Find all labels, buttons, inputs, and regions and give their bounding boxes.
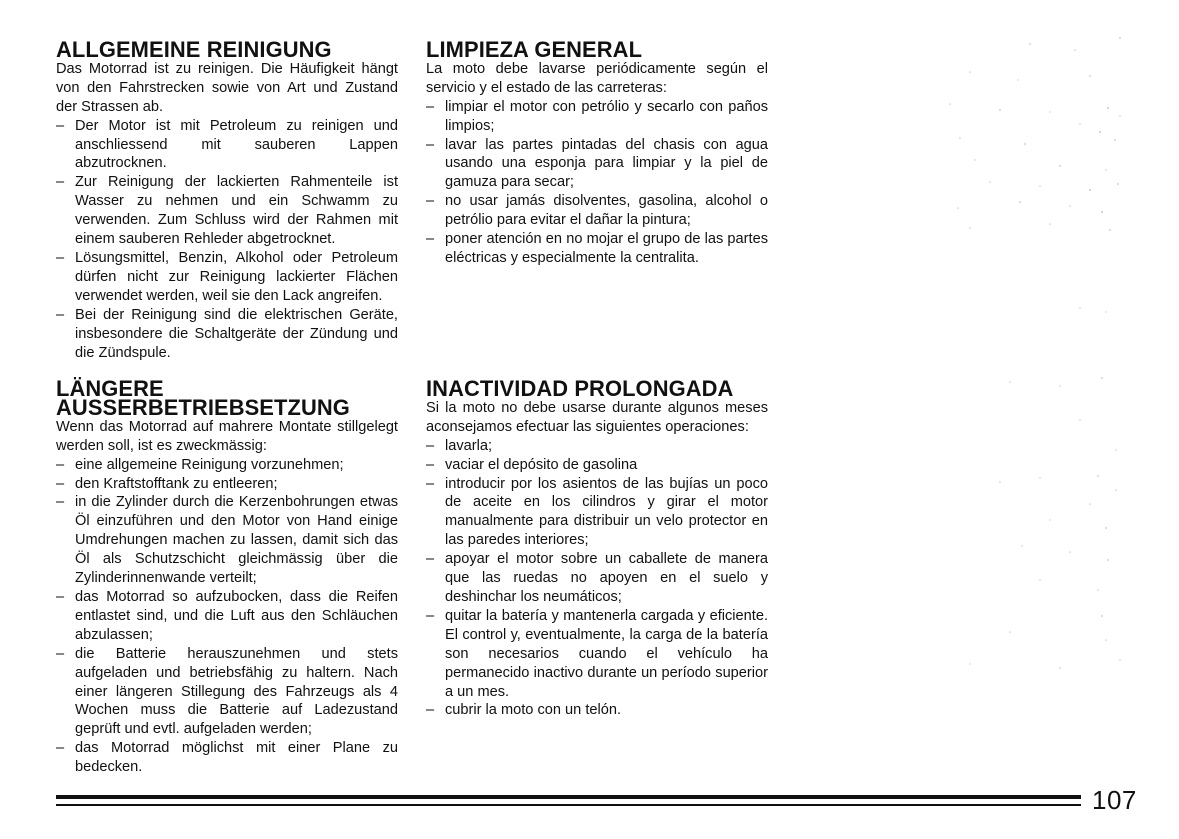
list-item <box>426 136 768 193</box>
list-item-text: das Motorrad möglichst mit einer Plane zu bedecken. <box>75 740 398 776</box>
dash-marker: – <box>426 98 435 115</box>
dash-marker: – <box>56 306 65 323</box>
dash-marker: – <box>56 249 65 266</box>
list-item-text: das Motorrad so aufzubocken, dass die Reifen entlastet sind, und die Luft aus den Schläuchen abzulassen; <box>75 588 398 643</box>
spanish-storage-heading: INACTIVIDAD PROLONGADA <box>426 376 734 401</box>
spanish-storage-section <box>426 376 768 720</box>
list-item-text: quitar la batería y mantenerla cargada y eficiente. El control y, eventualmente, la carga de la batería son necesarios cuando el vehículo ha permanecido inactivo durante un período superior a un mes. <box>445 607 768 700</box>
list-item-text: no usar jamás disolventes, gasolina, alcohol o petrólio para evitar el dañar la pintura; <box>445 193 768 229</box>
dash-marker: – <box>426 475 435 492</box>
list-item <box>426 475 768 551</box>
list-item-text: Zur Reinigung der lackierten Rahmenteile ist Wasser zu nehmen und ein Schwamm zu verwenden. Zum Schluss wird der Rahmen mit einem sauberen Rehleder abgetrocknet. <box>75 174 398 248</box>
list-item <box>426 550 768 607</box>
dash-marker: – <box>426 702 435 719</box>
dash-marker: – <box>56 117 65 134</box>
spanish-cleaning-intro: La moto debe lavarse periódicamente según el servicio y el estado de las carreteras: <box>426 60 768 96</box>
list-item-text: Bei der Reinigung sind die elektrischen Geräte, insbesondere die Schaltgeräte der Zündung und die Zündspule. <box>75 306 398 361</box>
list-item-text: limpiar el motor con petrólio y secarlo con paños limpios; <box>445 98 768 134</box>
dash-marker: – <box>56 588 65 605</box>
footer-rule-thin <box>56 804 1081 806</box>
list-item <box>56 173 398 249</box>
list-item <box>56 456 398 475</box>
dash-marker: – <box>56 645 65 662</box>
list-item <box>56 493 398 588</box>
spanish-storage-intro: Si la moto no debe usarse durante algunos meses aconsejamos efectuar las siguientes operaciones: <box>426 399 768 435</box>
dash-marker: – <box>56 456 65 473</box>
list-item <box>426 230 768 268</box>
spanish-storage-list <box>426 437 768 721</box>
dash-marker: – <box>426 231 435 248</box>
german-cleaning-intro: Das Motorrad ist zu reinigen. Die Häufigkeit hängt von den Fahrstrecken sowie von Art und Zustand der Strassen ab. <box>56 60 398 115</box>
list-item <box>426 607 768 702</box>
german-cleaning-heading: ALLGEMEINE REINIGUNG <box>56 37 332 62</box>
list-item <box>426 437 768 456</box>
dash-marker: – <box>426 136 435 153</box>
list-item-text: die Batterie herauszunehmen und stets aufgeladen und betriebsfähig zu haltern. Nach einer längeren Stillegung des Fahrzeugs als 4 Wochen muss die Batterie auf Ladezustand geprüft und evtl. aufgeladen werden; <box>75 645 398 738</box>
list-item-text: Der Motor ist mit Petroleum zu reinigen und anschliessend mit sauberen Lappen abzutrocknen. <box>75 117 398 172</box>
dash-marker: – <box>426 437 435 454</box>
german-storage-section <box>56 376 398 777</box>
german-storage-heading: LÄNGERE AUSSERBETRIEBSETZUNG <box>56 376 350 420</box>
list-item-text: Lösungsmittel, Benzin, Alkohol oder Petroleum dürfen nicht zur Reinigung lackierter Flächen verwendet werden, weil sie den Lack angreifen. <box>75 249 398 304</box>
dash-marker: – <box>56 475 65 492</box>
list-item <box>56 645 398 740</box>
dash-marker: – <box>56 174 65 191</box>
list-item <box>56 117 398 174</box>
dash-marker: – <box>426 456 435 473</box>
list-item-text: in die Zylinder durch die Kerzenbohrungen etwas Öl einzuführen und den Motor von Hand einige Umdrehungen machen zu lassen, damit sich das Öl als Schutzschicht gleichmässig über die Zylinderinnenwande verteilt; <box>75 494 398 587</box>
list-item-text: cubrir la moto con un telón. <box>445 702 622 719</box>
list-item <box>56 249 398 306</box>
spanish-cleaning-list <box>426 98 768 268</box>
spanish-cleaning-section <box>426 37 768 268</box>
dash-marker: – <box>426 193 435 210</box>
list-item-text: eine allgemeine Reinigung vorzunehmen; <box>75 456 344 473</box>
footer-rule-thick <box>56 795 1081 799</box>
page-number: 107 <box>1092 785 1137 815</box>
list-item-text: lavarla; <box>445 437 493 454</box>
german-storage-intro: Wenn das Motorrad auf mahrere Montate stillgelegt werden soll, ist es zweckmässig: <box>56 418 398 454</box>
list-item-text: introducir por los asientos de las bujías un poco de aceite en los cilindros y girar el motor manualmente para distribuir un velo protector en las paredes interiores; <box>445 475 768 549</box>
scan-speckle <box>930 20 1145 680</box>
list-item <box>426 98 768 136</box>
german-storage-list <box>56 456 398 777</box>
list-item-text: vaciar el depósito de gasolina <box>445 456 638 473</box>
german-cleaning-section <box>56 37 398 362</box>
list-item <box>56 739 398 777</box>
spanish-cleaning-heading: LIMPIEZA GENERAL <box>426 37 643 62</box>
list-item-text: apoyar el motor sobre un caballete de manera que las ruedas no apoyen en el suelo y deshinchar los neumáticos; <box>445 551 768 605</box>
dash-marker: – <box>426 551 435 568</box>
list-item-text: poner atención en no mojar el grupo de las partes eléctricas y especialmente la centralita. <box>445 231 768 266</box>
list-item <box>426 192 768 230</box>
dash-marker: – <box>56 494 65 511</box>
list-item-text: den Kraftstofftank zu entleeren; <box>75 475 278 492</box>
list-item <box>426 456 768 475</box>
dash-marker: – <box>56 740 65 757</box>
list-item <box>56 306 398 363</box>
list-item-text: lavar las partes pintadas del chasis con agua usando una esponja para limpiar y la piel de gamuza para secar; <box>445 136 768 191</box>
dash-marker: – <box>426 607 435 624</box>
list-item <box>56 475 398 494</box>
german-cleaning-list <box>56 117 398 363</box>
list-item <box>56 588 398 645</box>
list-item <box>426 701 768 720</box>
